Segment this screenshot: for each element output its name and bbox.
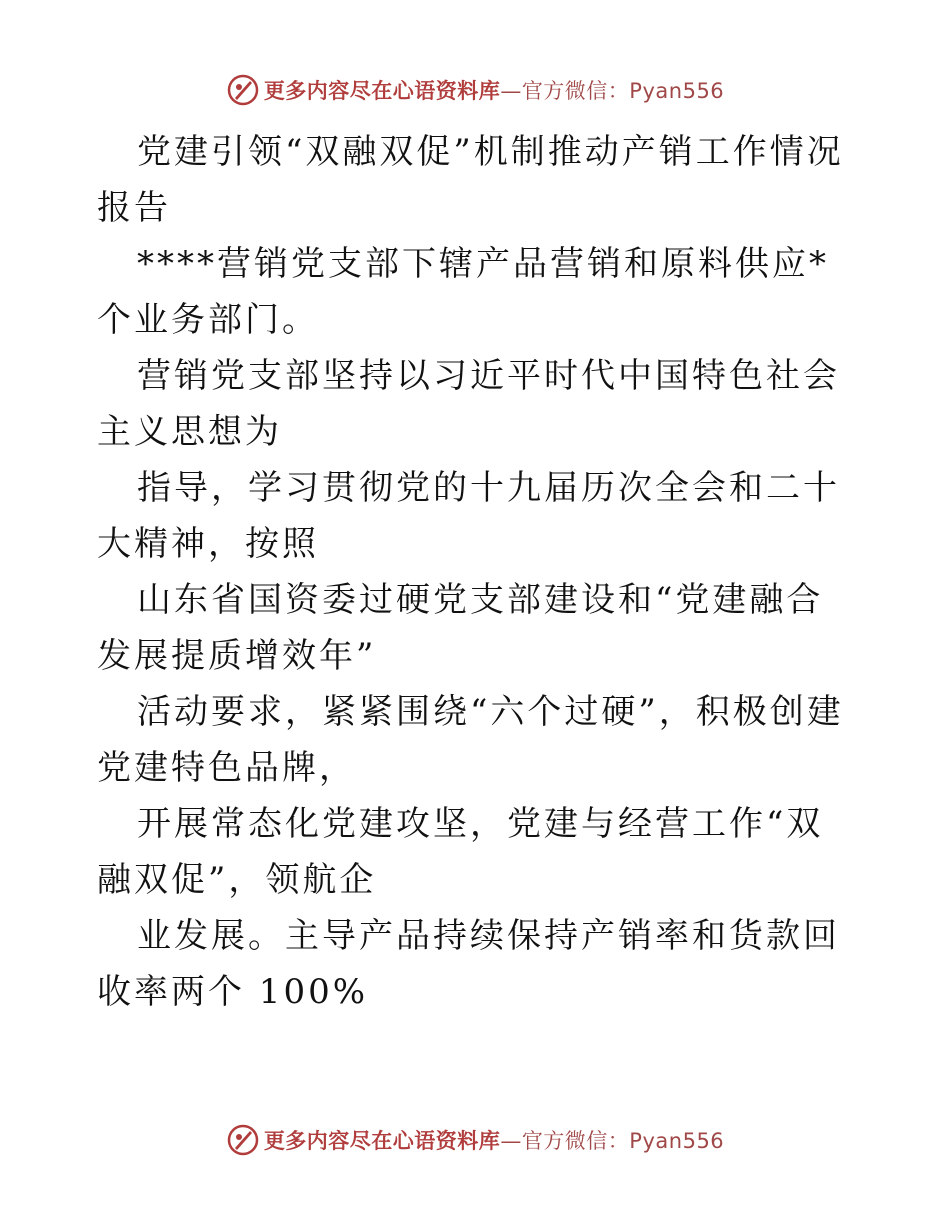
watermark-main-text: 更多内容尽在心语资料库 bbox=[263, 79, 501, 103]
paragraph-title: 党建引领“双融双促”机制推动产销工作情况报告 bbox=[97, 132, 844, 228]
quill-logo-icon bbox=[226, 1123, 260, 1157]
paragraph: 山东省国资委过硬党支部建设和“党建融合发展提质增效年” bbox=[97, 580, 824, 676]
watermark-wechat-text: —官方微信：Pyan556 bbox=[500, 1129, 725, 1153]
watermark-wechat-text: —官方微信：Pyan556 bbox=[500, 79, 725, 103]
paragraph: 营销党支部坚持以习近平时代中国特色社会主义思想为 bbox=[97, 356, 840, 452]
document-body bbox=[97, 124, 857, 1020]
paragraph: 活动要求，紧紧围绕“六个过硬”，积极创建党建特色品牌， bbox=[97, 692, 844, 788]
header-watermark bbox=[0, 70, 950, 110]
paragraph: ****营销党支部下辖产品营销和原料供应*个业务部门。 bbox=[97, 244, 829, 340]
watermark-main-text: 更多内容尽在心语资料库 bbox=[263, 1129, 501, 1153]
footer-watermark bbox=[0, 1120, 950, 1160]
paragraph: 指导，学习贯彻党的十九届历次全会和二十大精神，按照 bbox=[97, 468, 840, 564]
paragraph: 开展常态化党建攻坚，党建与经营工作“双融双促”，领航企 bbox=[97, 804, 824, 900]
paragraph: 业发展。主导产品持续保持产销率和货款回收率两个 100% bbox=[97, 916, 840, 1012]
quill-logo-icon bbox=[226, 73, 260, 107]
